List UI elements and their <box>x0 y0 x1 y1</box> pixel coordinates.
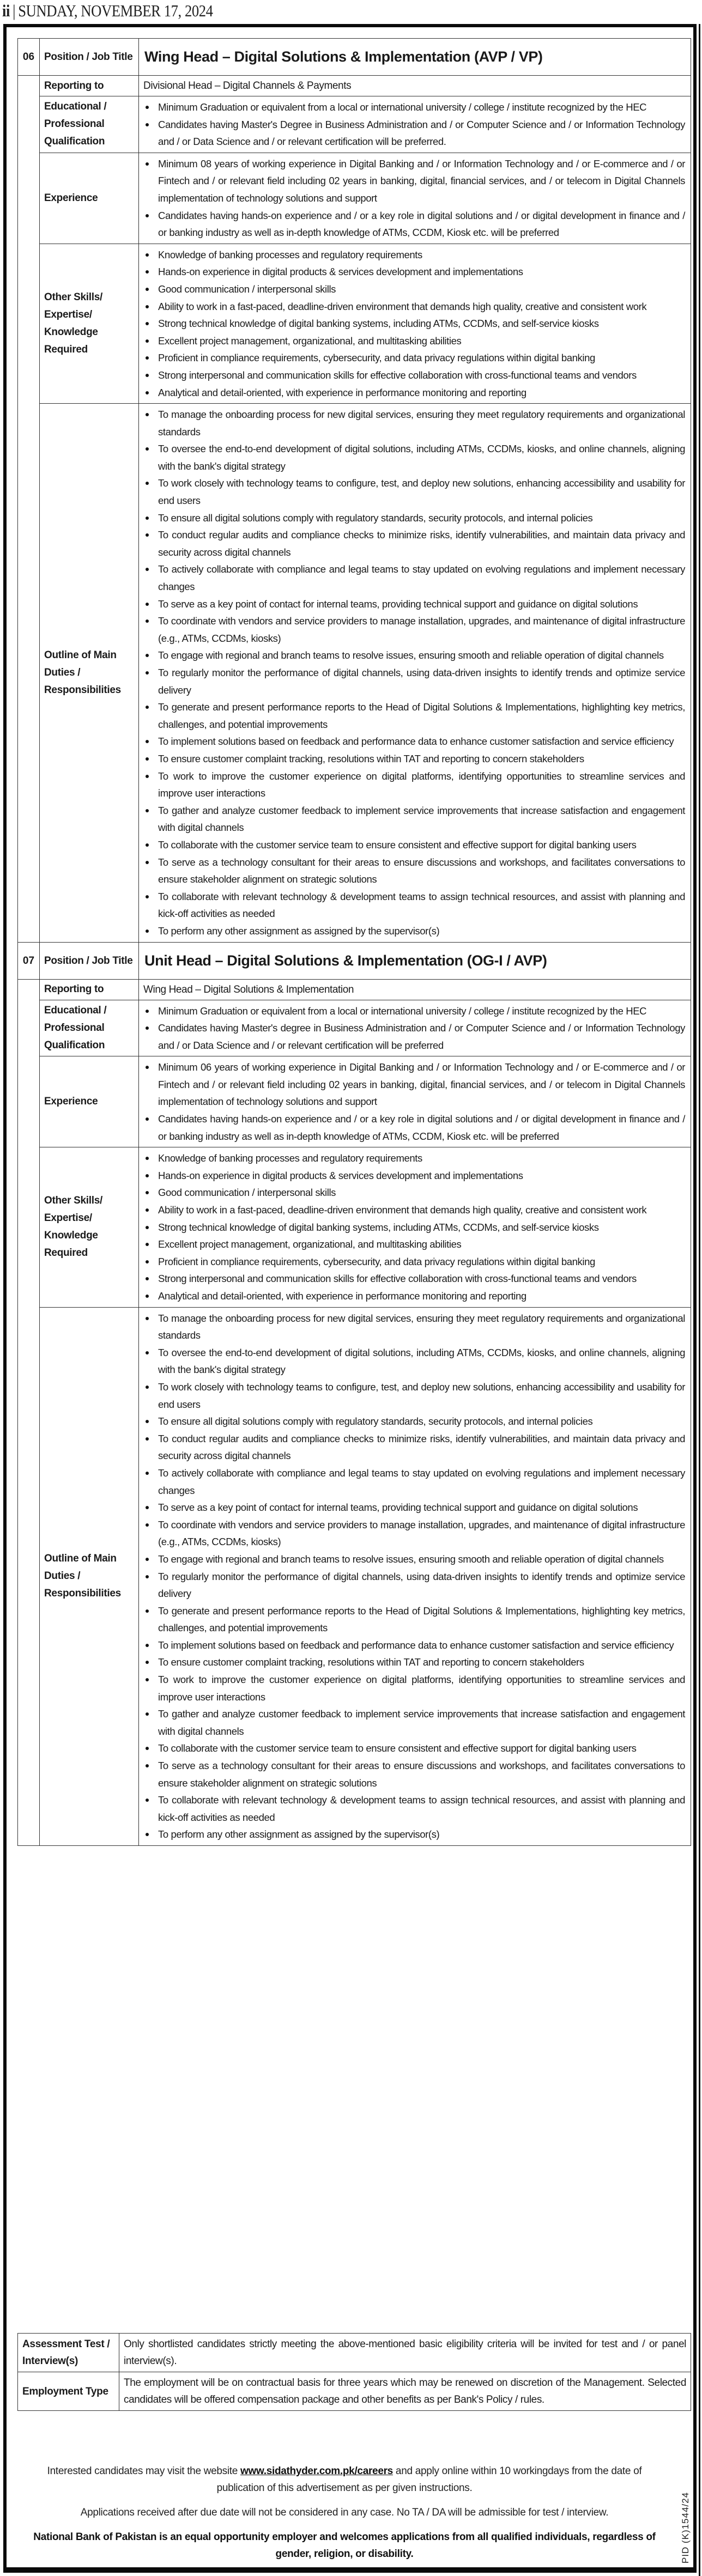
column-rule <box>699 24 700 2576</box>
bullet-item: To serve as a technology consultant for their areas to ensure discussions and workshops, and facilitates conversations to ensure stakeholder alignment on strategic solutions <box>143 854 685 888</box>
page-header <box>2 1 213 23</box>
bullet-item: To ensure all digital solutions comply with regulatory standards, security protocols, and internal policies <box>143 1413 685 1430</box>
assessment-value: Only shortlisted candidates strictly meeting the above-mentioned basic eligibility criteria will be invited for test and / or panel interview(s). <box>119 2334 691 2372</box>
bullet-item: To conduct regular audits and compliance checks to minimize risks, identify vulnerabilities, and maintain data privacy and security across digital channels <box>143 1430 685 1465</box>
experience-row <box>18 153 691 244</box>
bullet-item: To collaborate with relevant technology & development teams to assign technical resources, and assist with planning and kick-off activities as needed <box>143 888 685 922</box>
skills-label: Other Skills/ Expertise/ Knowledge Required <box>40 1147 139 1307</box>
job-title: Wing Head – Digital Solutions & Implementation (AVP / VP) <box>139 39 691 76</box>
bullet-item: To oversee the end-to-end development of digital solutions, including ATMs, CCDMs, kiosks, and online channels, aligning with the bank's digital strategy <box>143 1344 685 1378</box>
bullet-item: To conduct regular audits and compliance checks to minimize risks, identify vulnerabilities, and maintain data privacy and security across digital channels <box>143 526 685 561</box>
bullet-item: To collaborate with the customer service team to ensure consistent and effective support for digital banking users <box>143 836 685 854</box>
bullet-item: To gather and analyze customer feedback to implement service improvements that increase satisfaction and engagement with digital channels <box>143 1705 685 1740</box>
header-separator: | <box>13 1 16 20</box>
footer-notes <box>28 2463 661 2570</box>
bullet-item: Ability to work in a fast-paced, deadline-driven environment that demands high quality, creative and consistent work <box>143 298 685 315</box>
bullet-item: To regularly monitor the performance of digital channels, using data-driven insights to identify trends and optimize service delivery <box>143 1568 685 1602</box>
bullet-item: Good communication / interpersonal skills <box>143 1184 685 1201</box>
skills-list <box>143 1150 685 1304</box>
position-number: 06 <box>18 39 40 76</box>
bullet-item: Minimum 06 years of working experience in Digital Banking and / or Information Technology and / or E-commerce and / or Fintech and / or relevant field including 02 years in banking, digital, financial services, and / or telecom in Digital Channels implementation of technology solutions and support <box>143 1059 685 1110</box>
bullet-item: To serve as a key point of contact for internal teams, providing technical support and guidance on digital solutions <box>143 1499 685 1516</box>
employment-row <box>18 2372 691 2411</box>
careers-link[interactable]: www.sidathyder.com.pk/careers <box>240 2465 393 2477</box>
bullet-item: To implement solutions based on feedback and performance data to enhance customer satisfaction and service efficiency <box>143 1637 685 1654</box>
reporting-to: Wing Head – Digital Solutions & Implementation <box>139 979 691 1000</box>
bullet-item: Knowledge of banking processes and regulatory requirements <box>143 246 685 264</box>
bullet-item: To ensure customer complaint tracking, resolutions within TAT and reporting to concern stakeholders <box>143 1654 685 1671</box>
bullet-item: To manage the onboarding process for new digital services, ensuring they meet regulatory requirements and organizational standards <box>143 1310 685 1344</box>
pid-code: PID (K)1544/24 <box>680 2492 691 2563</box>
bullet-item: Analytical and detail-oriented, with experience in performance monitoring and reporting <box>143 1287 685 1305</box>
duties-label: Outline of Main Duties / Responsibilities <box>40 404 139 942</box>
bullet-item: Strong interpersonal and communication skills for effective collaboration with cross-functional teams and vendors <box>143 367 685 384</box>
bullet-item: To work to improve the customer experience on digital platforms, identifying opportunities to streamline services and improve user interactions <box>143 1671 685 1705</box>
experience-row <box>18 1056 691 1147</box>
skills-row <box>18 1147 691 1307</box>
page-folio: ii <box>2 1 10 20</box>
bullet-item: To collaborate with relevant technology & development teams to assign technical resources, and assist with planning and kick-off activities as needed <box>143 1791 685 1826</box>
employment-value: The employment will be on contractual basis for three years which may be renewed on discretion of the Management. Selected candidates will be offered compensation package and other benefits as per Bank's Policy / rules. <box>119 2372 691 2411</box>
bullet-item: To oversee the end-to-end development of digital solutions, including ATMs, CCDMs, kiosks, and online channels, aligning with the bank's digital strategy <box>143 440 685 475</box>
experience-cell <box>139 1056 691 1147</box>
education-row <box>18 96 691 153</box>
bullet-item: Candidates having hands-on experience and / or a key role in digital solutions and / or digital development in finance and / or banking industry as well as in-depth knowledge of ATMs, CCDM, Kiosk etc. will be preferred <box>143 1110 685 1145</box>
bullet-item: To regularly monitor the performance of digital channels, using data-driven insights to identify trends and optimize service delivery <box>143 664 685 698</box>
publication-date: SUNDAY, NOVEMBER 17, 2024 <box>18 1 213 20</box>
position-number: 07 <box>18 942 40 979</box>
positions-table <box>17 38 691 1846</box>
skills-cell <box>139 244 691 403</box>
skills-list <box>143 246 685 401</box>
bullet-item: Minimum Graduation or equivalent from a local or international university / college / institute recognized by the HEC <box>143 99 685 116</box>
experience-list <box>143 1059 685 1145</box>
skills-cell <box>139 1147 691 1307</box>
education-label: Educational / Professional Qualification <box>40 96 139 153</box>
bullet-item: Strong interpersonal and communication skills for effective collaboration with cross-functional teams and vendors <box>143 1270 685 1287</box>
experience-cell <box>139 153 691 244</box>
education-row <box>18 1000 691 1056</box>
bullet-item: To coordinate with vendors and service providers to manage installation, upgrades, and maintenance of digital infrastructure (e.g., ATMs, CCDMs, kiosks) <box>143 612 685 647</box>
bullet-item: Strong technical knowledge of digital banking systems, including ATMs, CCDMs, and self-service kiosks <box>143 315 685 332</box>
skills-label: Other Skills/ Expertise/ Knowledge Required <box>40 244 139 403</box>
experience-label: Experience <box>40 1056 139 1147</box>
bullet-item: Strong technical knowledge of digital banking systems, including ATMs, CCDMs, and self-service kiosks <box>143 1219 685 1236</box>
bullet-item: To serve as a key point of contact for internal teams, providing technical support and guidance on digital solutions <box>143 596 685 613</box>
bullet-item: To coordinate with vendors and service providers to manage installation, upgrades, and maintenance of digital infrastructure (e.g., ATMs, CCDMs, kiosks) <box>143 1516 685 1551</box>
bullet-item: Candidates having Master's Degree in Business Administration and / or Computer Science and / or Information Technology and / or Data Science and / or relevant certification will be preferred. <box>143 116 685 150</box>
education-cell <box>139 1000 691 1056</box>
position-label: Position / Job Title <box>40 942 139 979</box>
bullet-item: Hands-on experience in digital products & services development and implementations <box>143 263 685 281</box>
assessment-row <box>18 2334 691 2372</box>
bullet-item: Proficient in compliance requirements, cybersecurity, and data privacy regulations within digital banking <box>143 1253 685 1271</box>
apply-instructions <box>28 2463 661 2496</box>
bullet-item: To perform any other assignment as assigned by the supervisor(s) <box>143 922 685 940</box>
skills-row <box>18 244 691 403</box>
bullet-item: Minimum Graduation or equivalent from a local or international university / college / institute recognized by the HEC <box>143 1003 685 1020</box>
experience-list <box>143 155 685 241</box>
assessment-label: Assessment Test / Interview(s) <box>18 2334 119 2372</box>
bullet-item: To generate and present performance reports to the Head of Digital Solutions & Implementations, highlighting key metrics, challenges, and potential improvements <box>143 1602 685 1637</box>
reporting-label: Reporting to <box>40 979 139 1000</box>
reporting-label: Reporting to <box>40 76 139 96</box>
bullet-item: Hands-on experience in digital products & services development and implementations <box>143 1167 685 1184</box>
duties-list <box>143 1310 685 1843</box>
position-label: Position / Job Title <box>40 39 139 76</box>
bullet-item: To serve as a technology consultant for their areas to ensure discussions and workshops, and facilitates conversations to ensure stakeholder alignment on strategic solutions <box>143 1757 685 1791</box>
bullet-item: Candidates having Master's degree in Business Administration and / or Computer Science and / or Information Technology and / or Data Science and / or relevant certification will be preferred <box>143 1019 685 1054</box>
education-list <box>143 1003 685 1054</box>
bullet-item: Excellent project management, organizational, and multitasking abilities <box>143 332 685 350</box>
apply-suffix: and apply online within 10 workingdays from the date of publication of this advertisement as per given instructions. <box>216 2465 642 2494</box>
equal-opportunity-statement: National Bank of Pakistan is an equal opportunity employer and welcomes applications from all qualified individuals, regardless of gender, religion, or disability. <box>33 2531 656 2560</box>
number-spacer <box>18 979 40 1846</box>
bullet-item: To generate and present performance reports to the Head of Digital Solutions & Implementations, highlighting key metrics, challenges, and potential improvements <box>143 698 685 733</box>
bullet-item: Good communication / interpersonal skills <box>143 281 685 298</box>
bullet-item: Analytical and detail-oriented, with experience in performance monitoring and reporting <box>143 384 685 402</box>
late-application-notice: Applications received after due date will not be considered in any case. No TA / DA will be admissible for test / interview. <box>80 2507 609 2518</box>
bullet-item: To actively collaborate with compliance and legal teams to stay updated on evolving regulations and implement necessary changes <box>143 1465 685 1499</box>
duties-row <box>18 1307 691 1845</box>
experience-label: Experience <box>40 153 139 244</box>
bullet-item: To ensure all digital solutions comply with regulatory standards, security protocols, and internal policies <box>143 509 685 527</box>
duties-cell <box>139 404 691 942</box>
position-row <box>18 39 691 76</box>
bullet-item: To engage with regional and branch teams to resolve issues, ensuring smooth and reliable operation of digital channels <box>143 647 685 664</box>
bullet-item: To work to improve the customer experience on digital platforms, identifying opportunities to streamline services and improve user interactions <box>143 768 685 802</box>
education-list <box>143 99 685 150</box>
education-label: Educational / Professional Qualification <box>40 1000 139 1056</box>
bullet-item: To perform any other assignment as assigned by the supervisor(s) <box>143 1826 685 1843</box>
bullet-item: Candidates having hands-on experience and / or a key role in digital solutions and / or digital development in finance and / or banking industry as well as in-depth knowledge of ATMs, CCDM, Kiosk etc. will be preferred <box>143 207 685 241</box>
duties-label: Outline of Main Duties / Responsibilities <box>40 1307 139 1845</box>
bullet-item: To work closely with technology teams to configure, test, and deploy new solutions, enhancing accessibility and usability for end users <box>143 475 685 509</box>
bullet-item: To implement solutions based on feedback and performance data to enhance customer satisfaction and service efficiency <box>143 733 685 750</box>
terms-table <box>17 2333 691 2411</box>
education-cell <box>139 96 691 153</box>
duties-list <box>143 406 685 939</box>
bullet-item: To gather and analyze customer feedback to implement service improvements that increase satisfaction and engagement with digital channels <box>143 802 685 836</box>
job-title: Unit Head – Digital Solutions & Implementation (OG-I / AVP) <box>139 942 691 979</box>
duties-row <box>18 404 691 942</box>
reporting-row <box>18 76 691 96</box>
employment-label: Employment Type <box>18 2372 119 2411</box>
bullet-item: To engage with regional and branch teams to resolve issues, ensuring smooth and reliable operation of digital channels <box>143 1551 685 1568</box>
bullet-item: To work closely with technology teams to configure, test, and deploy new solutions, enhancing accessibility and usability for end users <box>143 1378 685 1413</box>
bullet-item: Proficient in compliance requirements, cybersecurity, and data privacy regulations within digital banking <box>143 349 685 367</box>
position-row <box>18 942 691 979</box>
duties-cell <box>139 1307 691 1845</box>
bullet-item: Excellent project management, organizational, and multitasking abilities <box>143 1236 685 1253</box>
bullet-item: To manage the onboarding process for new digital services, ensuring they meet regulatory requirements and organizational standards <box>143 406 685 440</box>
reporting-row <box>18 979 691 1000</box>
advertisement-frame <box>3 24 697 2573</box>
number-spacer <box>18 76 40 943</box>
bullet-item: To collaborate with the customer service team to ensure consistent and effective support for digital banking users <box>143 1740 685 1757</box>
bullet-item: Minimum 08 years of working experience in Digital Banking and / or Information Technology and / or E-commerce and / or Fintech and / or relevant field including 02 years in banking, digital, financial services, and / or telecom in Digital Channels implementation of technology solutions and support <box>143 155 685 207</box>
bullet-item: To actively collaborate with compliance and legal teams to stay updated on evolving regulations and implement necessary changes <box>143 561 685 595</box>
reporting-to: Divisional Head – Digital Channels & Payments <box>139 76 691 96</box>
bullet-item: To ensure customer complaint tracking, resolutions within TAT and reporting to concern stakeholders <box>143 750 685 768</box>
bullet-item: Ability to work in a fast-paced, deadline-driven environment that demands high quality, creative and consistent work <box>143 1201 685 1219</box>
bullet-item: Knowledge of banking processes and regulatory requirements <box>143 1150 685 1167</box>
apply-prefix: Interested candidates may visit the website <box>47 2465 240 2477</box>
